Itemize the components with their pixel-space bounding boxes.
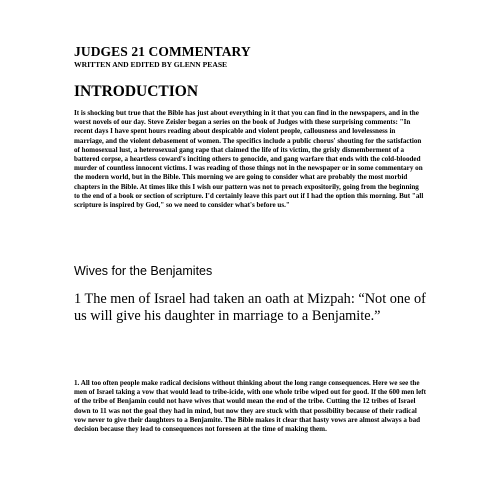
- section-title: Wives for the Benjamites: [74, 264, 213, 278]
- document-page: [74, 0, 426, 495]
- verse-text: 1 The men of Israel had taken an oath at Mizpah: “Not one of us will give his daughter in marriage to a Benjamite.”: [74, 291, 426, 325]
- commentary-paragraph: 1. All too often people make radical decisions without thinking about the long range consequences. Here we see the men of Israel taking a vow that would lead to tribe-icide, with one whole tribe wiped out for good. If the 600 men left of the tribe of Benjamin could not have wives that would mean the end of the tribe. Cutting the 12 tribes of Israel down to 11 was not the goal they had in mind, but now they are stuck with that possibility because of their radical vow never to give their daughters to a Benjamite. The Bible makes it clear that hasty vows are almost always a bad decision because they lead to consequences not foreseen at the time of making them.: [74, 379, 426, 434]
- introduction-heading: INTRODUCTION: [74, 83, 199, 100]
- document-subtitle: WRITTEN AND EDITED BY GLENN PEASE: [74, 60, 228, 69]
- introduction-paragraph: It is shocking but true that the Bible has just about everything in it that you can find in the newspapers, and in the worst novels of our day. Steve Zeisler began a series on the book of Judges with these surprising comments: "In recent days I have spent hours reading about despicable and violent people, callousness and lovelessness in marriage, and the violent debasement of women. The specifics include a public chorus' shouting for the satisfaction of homosexual lust, a heterosexual gang rape that claimed the life of its victim, the grisly dismemberment of a battered corpse, a heartless coward's inciting others to genocide, and gang warfare that ends with the cold-blooded murder of countless innocent victims. I was reading of those things not in the newspaper or in some commentary on the modern world, but in the Bible. This morning we are going to consider what are probably the most morbid chapters in the Bible. At times like this I wish our pattern was not to preach expositorily, going from the beginning to the end of a book or section of scripture. I'd certainly leave this part out if I had the option this morning. But "all scripture is inspired by God," so we need to consider what's before us.": [74, 109, 424, 210]
- document-title: JUDGES 21 COMMENTARY: [74, 44, 251, 59]
